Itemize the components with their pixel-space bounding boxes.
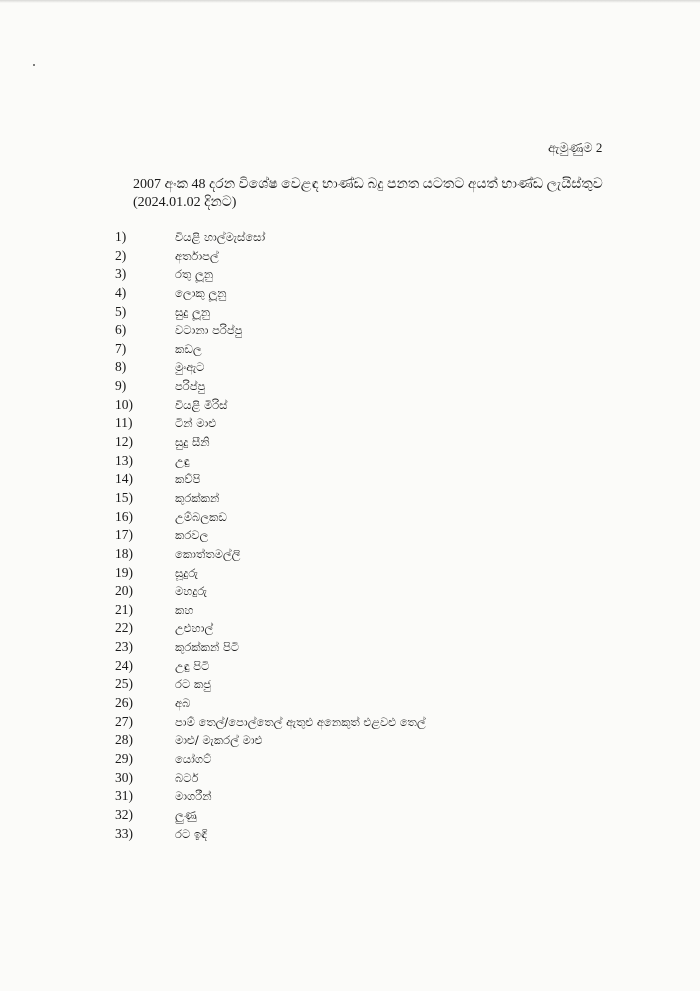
list-item-number: 5) <box>115 303 127 319</box>
list-item-label: පාම් තෙල්/පොල්තෙල් ඇතුළු අනෙකුත් එළවළු තෙල් <box>175 714 426 729</box>
list-item <box>0 452 700 471</box>
list-item-label: කහ <box>175 602 194 617</box>
list-item-label: රට ඉඳි <box>175 826 207 841</box>
list-item <box>0 619 700 638</box>
list-item <box>0 638 700 657</box>
list-item-label: ලොකු ලූනු <box>175 285 227 300</box>
list-item <box>0 247 700 266</box>
list-item-label: උඳු <box>175 453 190 468</box>
document-title <box>133 176 653 212</box>
list-item <box>0 526 700 545</box>
annex-label: ඇමුණුම 2 <box>548 140 603 155</box>
list-item-number: 11) <box>115 415 133 431</box>
list-item-number: 32) <box>115 806 133 822</box>
list-item <box>0 396 700 415</box>
list-item <box>0 787 700 806</box>
list-item-number: 24) <box>115 657 133 673</box>
list-item <box>0 321 700 340</box>
list-item-number: 13) <box>115 452 133 468</box>
list-item <box>0 657 700 676</box>
list-item <box>0 582 700 601</box>
list-item-label: මාගරීන් <box>175 789 212 804</box>
list-item-label: සූදුරු <box>175 565 198 580</box>
list-item <box>0 769 700 788</box>
list-item-number: 14) <box>115 471 133 487</box>
list-item-label: වියළි මිරිස් <box>175 397 228 412</box>
list-item-label: කුරක්කන් <box>175 490 220 505</box>
list-item-label: කඩල <box>175 341 202 356</box>
list-item <box>0 414 700 433</box>
list-item <box>0 433 700 452</box>
list-item-label: ටින් මාළු <box>175 416 217 431</box>
title-line-2: (2024.01.02 දිනට) <box>133 195 237 210</box>
list-item <box>0 750 700 769</box>
list-item-number: 18) <box>115 545 133 561</box>
list-item <box>0 545 700 564</box>
list-item <box>0 303 700 322</box>
list-item-label: පරිප්පු <box>175 379 206 394</box>
list-item-number: 25) <box>115 676 133 692</box>
list-item <box>0 470 700 489</box>
scan-speck <box>33 64 35 66</box>
list-item-number: 15) <box>115 489 133 505</box>
list-item-number: 2) <box>115 247 127 263</box>
list-item-label: උඳු පිටි <box>175 658 210 673</box>
list-item-number: 23) <box>115 639 133 655</box>
list-item <box>0 806 700 825</box>
list-item <box>0 601 700 620</box>
list-item <box>0 358 700 377</box>
list-item-label: රට කජු <box>175 677 211 692</box>
list-item-label: මාළු/ මැකරල් මාළු <box>175 733 263 748</box>
list-item-label: සුදු ලූනු <box>175 304 211 319</box>
list-item-label: උම්බලකඩ <box>175 509 227 524</box>
list-item-number: 21) <box>115 601 133 617</box>
list-item-label: කව්පි <box>175 472 201 487</box>
list-item-label: සුදු සීනි <box>175 435 210 450</box>
list-item-label: ලුණු <box>175 807 197 822</box>
list-item-label: කුරක්කන් පිටි <box>175 640 240 655</box>
list-item <box>0 731 700 750</box>
list-item <box>0 508 700 527</box>
list-item-number: 6) <box>115 322 127 338</box>
list-item <box>0 694 700 713</box>
list-item-label: අර්තාපල් <box>175 248 219 263</box>
list-item-number: 1) <box>115 229 127 244</box>
list-item-number: 8) <box>115 359 127 375</box>
list-item-number: 29) <box>115 750 133 766</box>
list-item-label: කොත්තමල්ලි <box>175 546 241 561</box>
list-item-number: 22) <box>115 620 133 636</box>
list-item-label: උළුහාල් <box>175 621 214 636</box>
list-item <box>0 265 700 284</box>
list-item-number: 16) <box>115 508 133 524</box>
list-item-number: 10) <box>115 396 133 412</box>
goods-list <box>0 228 700 843</box>
title-line-1: 2007 අංක 48 දරන විශේෂ වෙළඳ භාණ්ඩ බදු පනත යටතට අයත් භාණ්ඩ ලැයිස්තුව <box>133 177 603 192</box>
list-item-label: මුංඇට <box>175 360 205 375</box>
list-item-label: බටර් <box>175 770 199 785</box>
list-item-number: 3) <box>115 266 127 282</box>
list-item-label: වියළි හාල්මැස්සෝ <box>175 230 266 244</box>
list-item-label: වටානා පරිප්පු <box>175 323 243 338</box>
list-item <box>0 564 700 583</box>
list-item-number: 7) <box>115 340 127 356</box>
list-item <box>0 825 700 844</box>
list-item-number: 33) <box>115 825 133 841</box>
list-item <box>0 340 700 359</box>
list-item <box>0 675 700 694</box>
list-item-number: 17) <box>115 527 133 543</box>
list-item-label: රතු ලූනු <box>175 267 214 282</box>
list-item-number: 26) <box>115 695 133 711</box>
list-item-number: 20) <box>115 583 133 599</box>
list-item-label: යෝගට් <box>175 751 212 766</box>
list-item-label: කරවල <box>175 528 209 543</box>
list-item <box>0 713 700 732</box>
list-item-number: 30) <box>115 769 133 785</box>
page-top-edge <box>0 0 700 3</box>
list-item-number: 27) <box>115 713 133 729</box>
list-item <box>0 489 700 508</box>
list-item-number: 19) <box>115 564 133 580</box>
list-item-number: 28) <box>115 732 133 748</box>
list-item <box>0 228 700 247</box>
list-item-number: 4) <box>115 284 127 300</box>
list-item-label: මහදුරු <box>175 584 208 599</box>
list-item <box>0 377 700 396</box>
list-item <box>0 284 700 303</box>
list-item-number: 12) <box>115 434 133 450</box>
list-item-number: 9) <box>115 378 127 394</box>
list-item-number: 31) <box>115 788 133 804</box>
list-item-label: අබ <box>175 696 191 711</box>
